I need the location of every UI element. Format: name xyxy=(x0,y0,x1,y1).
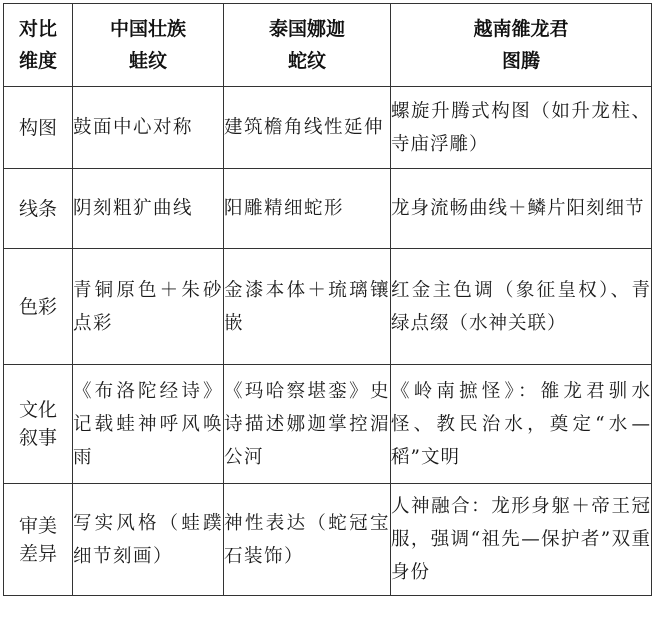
cell-zhuang: 阴刻粗犷曲线 xyxy=(73,169,224,249)
cell-thai: 阳雕精细蛇形 xyxy=(224,169,391,249)
table-row xyxy=(4,87,652,169)
header-dimension-line-1: 对比 xyxy=(18,18,57,40)
table-row xyxy=(4,365,652,484)
cell-zhuang: 青铜原色＋朱砂点彩 xyxy=(73,249,224,365)
header-vietnam-lac-long-quan-totem xyxy=(391,4,652,87)
table-row xyxy=(4,169,652,249)
cell-thai: 建筑檐角线性延伸 xyxy=(224,87,391,169)
header-vietnam-line-1: 越南雒龙君 xyxy=(473,18,569,40)
cell-thai: 《玛哈察堪銮》史诗描述娜迦掌控湄公河 xyxy=(224,365,391,484)
row-dimension-lines xyxy=(4,169,73,249)
cell-vietnam: 人神融合：龙形身躯＋帝王冠服，强调“祖先—保护者”双重身份 xyxy=(391,484,652,596)
cell-thai: 金漆本体＋琉璃镶嵌 xyxy=(224,249,391,365)
dimension-label-line-1: 文化 xyxy=(18,399,57,421)
table-row xyxy=(4,484,652,596)
cell-zhuang: 写实风格（蛙蹼细节刻画） xyxy=(73,484,224,596)
cell-vietnam: 《岭南摭怪》：雒龙君驯水怪、教民治水，奠定“水—稻”文明 xyxy=(391,365,652,484)
cell-vietnam: 螺旋升腾式构图（如升龙柱、寺庙浮雕） xyxy=(391,87,652,169)
dimension-label: 色彩 xyxy=(18,295,57,318)
header-zhuang-line-1: 中国壮族 xyxy=(109,18,186,40)
dimension-label-line-2: 叙事 xyxy=(18,427,57,449)
header-dimension-line-2: 维度 xyxy=(18,50,57,72)
header-thai-naga-pattern xyxy=(224,4,391,87)
dimension-label-line-2: 差异 xyxy=(18,542,57,565)
cell-vietnam: 龙身流畅曲线＋鳞片阳刻细节 xyxy=(391,169,652,249)
header-zhuang-line-2: 蛙纹 xyxy=(128,50,167,72)
dimension-label: 构图 xyxy=(18,116,57,139)
row-dimension-aesthetic-difference xyxy=(4,484,73,596)
header-thai-line-1: 泰国娜迦 xyxy=(268,18,345,40)
header-zhuang-frog-pattern xyxy=(73,4,224,87)
dimension-label: 线条 xyxy=(18,197,57,220)
header-vietnam-line-2: 图腾 xyxy=(501,50,540,72)
cell-zhuang: 《布洛陀经诗》记载蛙神呼风唤雨 xyxy=(73,365,224,484)
row-dimension-color xyxy=(4,249,73,365)
dimension-label-line-1: 审美 xyxy=(18,514,57,537)
cell-zhuang: 鼓面中心对称 xyxy=(73,87,224,169)
row-dimension-cultural-narrative xyxy=(4,365,73,484)
header-thai-line-2: 蛇纹 xyxy=(287,50,326,72)
cell-vietnam: 红金主色调（象征皇权）、青绿点缀（水神关联） xyxy=(391,249,652,365)
comparison-table xyxy=(3,3,652,596)
table-row xyxy=(4,249,652,365)
header-dimension xyxy=(4,4,73,87)
header-row xyxy=(4,4,652,87)
cell-thai: 神性表达（蛇冠宝石装饰） xyxy=(224,484,391,596)
row-dimension-composition xyxy=(4,87,73,169)
